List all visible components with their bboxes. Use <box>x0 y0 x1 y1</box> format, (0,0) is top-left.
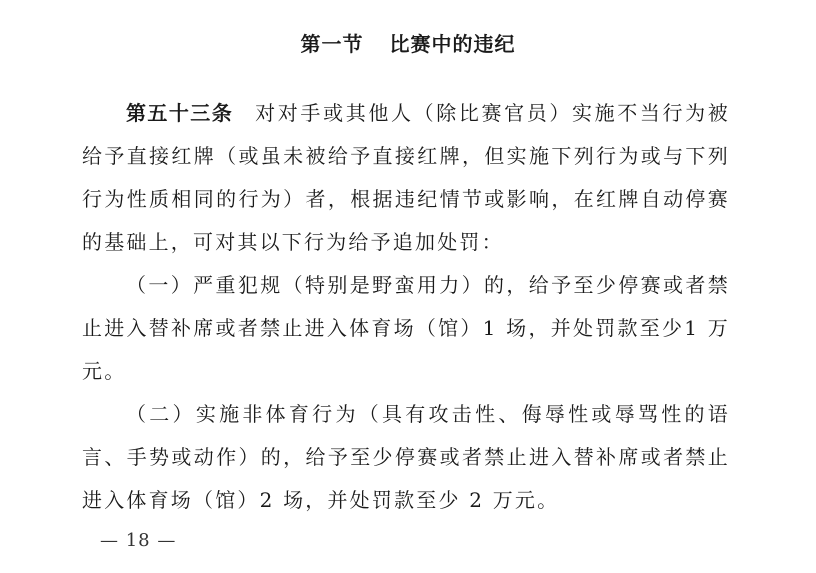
article-body <box>82 92 730 522</box>
article-item-1: （一）严重犯规（特别是野蛮用力）的，给予至少停赛或者禁止进入替补席或者禁止进入体育场（馆）1 场，并处罚款至少1 万元。 <box>82 273 730 383</box>
section-number: 第一节 <box>300 32 364 56</box>
article-number: 第五十三条 <box>126 101 234 125</box>
article-item-2: （二）实施非体育行为（具有攻击性、侮辱性或辱骂性的语言、手势或动作）的，给予至少停赛或者禁止进入替补席或者禁止进入体育场（馆）2 场，并处罚款至少 2 万元。 <box>82 402 730 512</box>
section-heading <box>0 28 816 57</box>
article-intro-text: 对对手或其他人（除比赛官员）实施不当行为被给予直接红牌（或虽未被给予直接红牌，但实施下列行为或与下列行为性质相同的行为）者，根据违纪情节或影响，在红牌自动停赛的基础上，可对其以下行为给予追加处罚： <box>82 101 731 254</box>
article-intro-paragraph <box>82 92 730 264</box>
page-number: — 18 — <box>100 530 177 551</box>
section-title: 比赛中的违纪 <box>389 32 516 56</box>
